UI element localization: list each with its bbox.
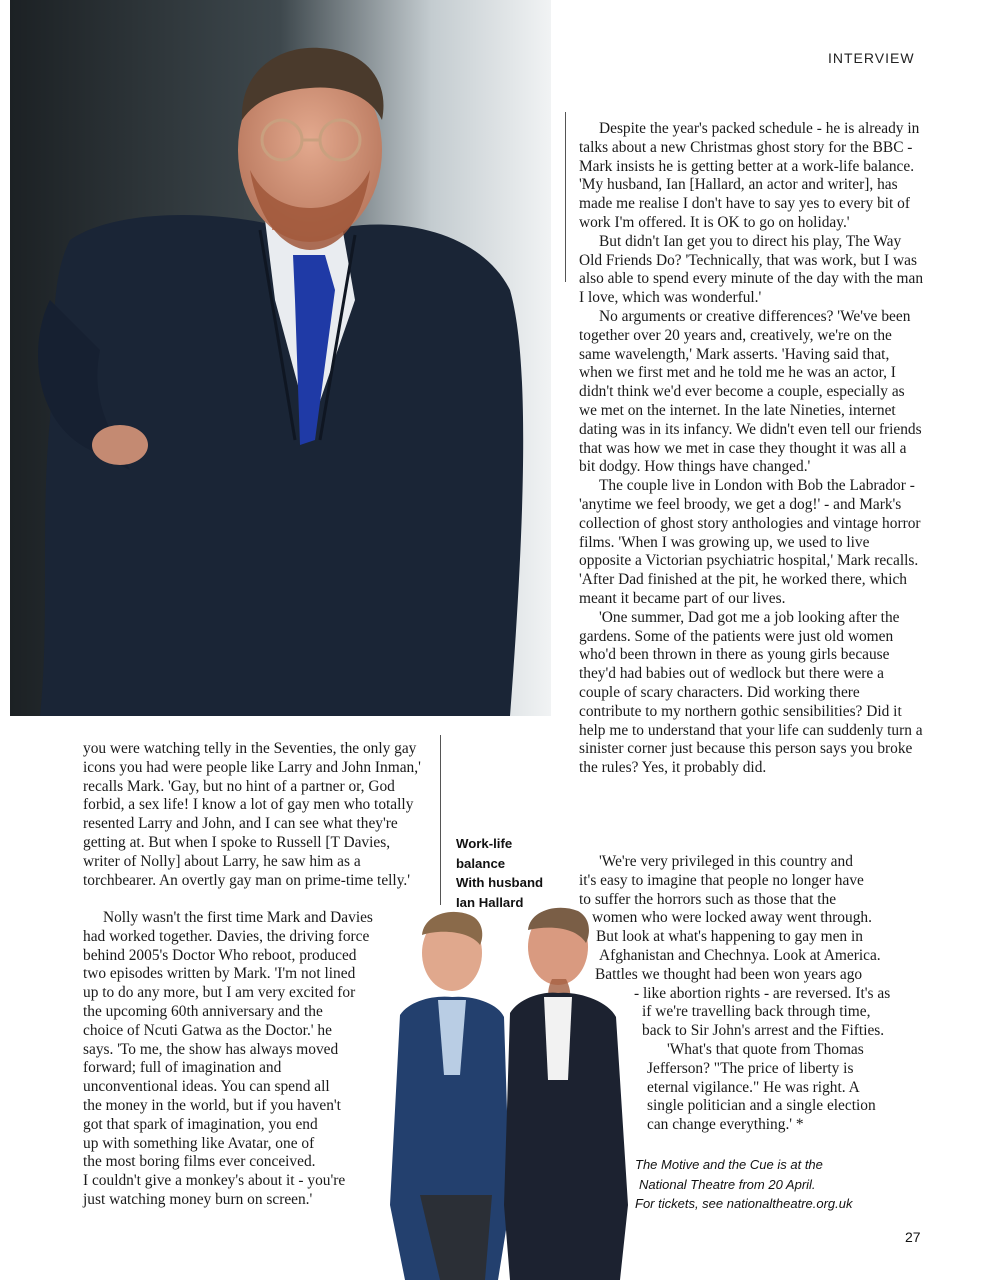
- text-line: up to do any more, but I am very excited for: [83, 984, 356, 1002]
- caption-line: With husband: [456, 875, 544, 890]
- text-line: Jefferson? "The price of liberty is: [647, 1059, 854, 1077]
- couple-photo: [380, 905, 642, 1280]
- column-rule: [565, 112, 566, 282]
- text-line: Afghanistan and Chechnya. Look at America.: [599, 946, 881, 964]
- text-line: 'We're very privileged in this country and: [599, 853, 853, 870]
- right-paragraph: The couple live in London with Bob the Labrador - 'anytime we feel broody, we get a dog!' - and Mark's collection of ghost story anthologies and vintage horror films. 'When I was growing up, we used to live opposite a Victorian psychiatric hospital,' Mark recalls. 'After Dad finished at the pit, he worked there, which meant it became part of our lives.: [579, 477, 921, 607]
- text-line: the money in the world, but if you haven't: [83, 1096, 341, 1114]
- text-line: unconventional ideas. You can spend all: [83, 1078, 330, 1096]
- text-line: choice of Ncuti Gatwa as the Doctor.' he: [83, 1021, 332, 1039]
- text-line: behind 2005's Doctor Who reboot, produced: [83, 946, 357, 964]
- text-line: Nolly wasn't the first time Mark and Davies: [103, 909, 373, 926]
- right-column: [579, 120, 924, 778]
- left-paragraph: you were watching telly in the Seventies, the only gay icons you had were people like Larry and John Inman,' recalls Mark. 'Gay, but no hint of a partner or, God forbid, a sex life! I know a lot of gay men who totally resented Larry and John, and I can see what they're getting at. But when I spoke to Russell [T Davies, writer of Nolly] about Larry, he saw him as a torchbearer. An overtly gay man on prime-time telly.': [83, 740, 421, 889]
- credit-line: For tickets, see nationaltheatre.org.uk: [635, 1196, 853, 1212]
- text-line: 'What's that quote from Thomas: [667, 1040, 864, 1058]
- text-line: forward; full of imagination and: [83, 1059, 282, 1077]
- right-paragraph: But didn't Ian get you to direct his play, The Way Old Friends Do? 'Technically, that was work, but I was also able to spend every minute of the day with the man I love, which was wonderful.': [579, 232, 924, 307]
- right-paragraph: Despite the year's packed schedule - he is already in talks about a new Christmas ghost story for the BBC - Mark insists he is getting better at a work-life balance. 'My husband, Ian [Hallard, an actor and writer], has made me realise I don't have to say yes to every bit of work I'm offered. It is OK to go on holiday.': [579, 120, 920, 231]
- caption-line: balance: [456, 855, 506, 871]
- text-line: the most boring films ever conceived.: [83, 1153, 316, 1171]
- caption-line: Ian Hallard: [456, 894, 524, 910]
- text-line: it's easy to imagine that people no longer have: [579, 871, 864, 889]
- column-rule: [440, 735, 441, 905]
- text-line: can change everything.' *: [647, 1116, 804, 1134]
- page-number: 27: [905, 1229, 921, 1245]
- text-line: the upcoming 60th anniversary and the: [83, 1002, 323, 1020]
- photo-caption: [456, 834, 566, 912]
- text-line: two episodes written by Mark. 'I'm not lined: [83, 965, 356, 983]
- text-line: got that spark of imagination, you end: [83, 1115, 318, 1133]
- credit-line: The Motive and the Cue is at the: [635, 1157, 823, 1172]
- text-line: says. 'To me, the show has always moved: [83, 1040, 339, 1058]
- text-line: eternal vigilance." He was right. A: [647, 1078, 860, 1096]
- section-label: INTERVIEW: [828, 50, 915, 66]
- text-line: back to Sir John's arrest and the Fifties.: [642, 1022, 885, 1040]
- text-line: I couldn't give a monkey's about it - you're: [83, 1172, 346, 1190]
- left-column-wrap: [83, 909, 426, 1210]
- text-line: Battles we thought had been won years ago: [595, 965, 863, 983]
- right-paragraph: No arguments or creative differences? 'We've been together over 20 years and, creatively, we're on the same wavelength,' Mark asserts. 'Having said that, when we first met and he told me he was an actor, I didn't think we'd ever become a couple, especially as we met on the internet. In the late Nineties, internet dating was in its infancy. We didn't even tell our friends that was how we met in case they thought it was all a bit dodgy. How things have changed.': [579, 307, 922, 476]
- text-line: But look at what's happening to gay men in: [596, 928, 863, 946]
- text-line: up with something like Avatar, one of: [83, 1134, 315, 1152]
- portrait-photo: [10, 0, 551, 716]
- text-line: just watching money burn on screen.': [83, 1190, 313, 1208]
- left-column: [83, 740, 426, 890]
- right-paragraph: 'One summer, Dad got me a job looking after the gardens. Some of the patients were just old women who'd been thrown in there as young girls because they'd had babies out of wedlock but there were a couple of scary characters. Did working there contribute to my northern gothic sensibilities? Did it help me to understand that your life can suddenly turn a sinister corner just because this person says you broke the rules? Yes, it probably did.: [579, 608, 923, 777]
- text-line: if we're travelling back through time,: [642, 1003, 871, 1021]
- text-line: had worked together. Davies, the driving force: [83, 927, 370, 945]
- text-line: - like abortion rights - are reversed. It's as: [634, 984, 891, 1002]
- show-credit: [635, 1155, 925, 1214]
- credit-line: National Theatre from 20 April.: [639, 1176, 816, 1192]
- text-line: single politician and a single election: [647, 1097, 876, 1115]
- caption-line: Work-life: [456, 836, 513, 851]
- text-line: women who were locked away went through.: [592, 909, 872, 927]
- text-line: to suffer the horrors such as those that the: [579, 890, 837, 908]
